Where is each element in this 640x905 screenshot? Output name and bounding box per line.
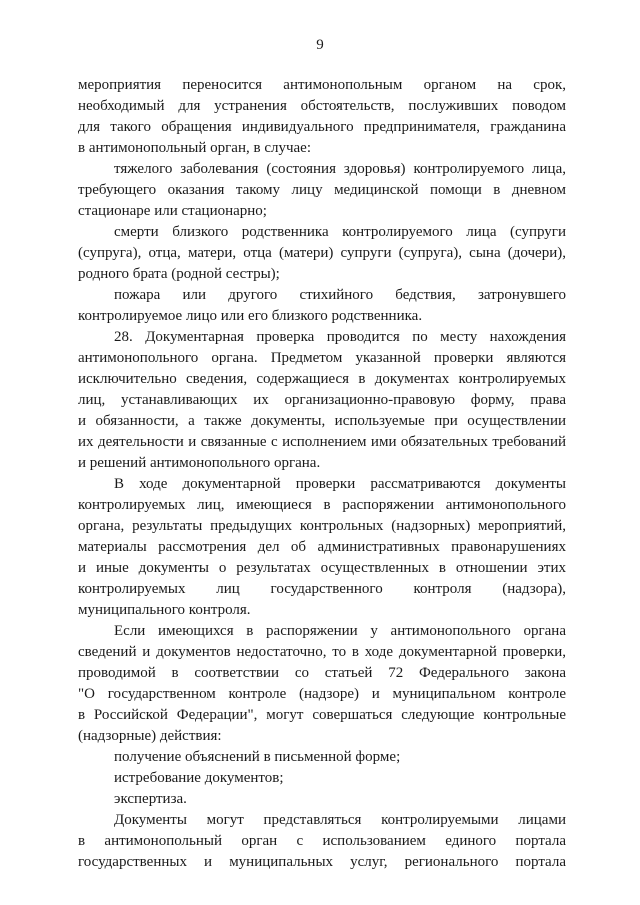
page-number: 9: [316, 37, 324, 53]
text-line: сведений и документов недостаточно, то в ходе документарной проверки,: [78, 644, 566, 660]
text-line: получение объяснений в письменной форме;: [114, 749, 401, 765]
text-line: стационаре или стационарно;: [78, 203, 267, 219]
text-line: смерти близкого родственника контролируемого лица (супруги: [114, 224, 566, 240]
text-line: муниципального контроля.: [78, 602, 251, 618]
text-line: в Российской Федерации", могут совершаться следующие контрольные: [78, 707, 566, 723]
text-line: лиц, устанавливающих их организационно-правовую форму, права: [78, 392, 566, 408]
text-line: контролируемое лицо или его близкого родственника.: [78, 308, 423, 324]
text-line: и иные документы о результатах осуществленных в отношении этих: [78, 560, 566, 576]
text-line: антимонопольного органа. Предметом указанной проверки являются: [78, 350, 566, 366]
document-body: [78, 75, 566, 873]
text-line: требующего оказания такому лицу медицинской помощи в дневном: [78, 182, 566, 198]
text-line: органа, результаты предыдущих контрольных (надзорных) мероприятий,: [78, 518, 566, 534]
text-line: "О государственном контроле (надзоре) и муниципальном контроле: [78, 686, 566, 702]
text-line: Если имеющихся в распоряжении у антимонопольного органа: [114, 623, 566, 639]
text-line: истребование документов;: [114, 770, 284, 786]
text-line: экспертиза.: [114, 791, 187, 807]
text-line: государственных и муниципальных услуг, регионального портала: [78, 854, 566, 870]
text-line: и обязанности, а также документы, используемые при осуществлении: [78, 413, 566, 429]
text-line: В ходе документарной проверки рассматриваются документы: [114, 476, 566, 492]
text-line: контролируемых лиц государственного контроля (надзора),: [78, 581, 566, 597]
text-line: 28. Документарная проверка проводится по месту нахождения: [114, 329, 566, 345]
text-line: (надзорные) действия:: [78, 728, 222, 744]
text-line: пожара или другого стихийного бедствия, затронувшего: [114, 287, 566, 303]
text-line: материалы рассмотрения дел об административных правонарушениях: [78, 539, 566, 555]
text-line: в антимонопольный орган с использованием единого портала: [78, 833, 566, 849]
text-line: для такого обращения индивидуального предпринимателя, гражданина: [78, 119, 566, 135]
text-line: тяжелого заболевания (состояния здоровья) контролируемого лица,: [114, 161, 566, 177]
text-line: проводимой в соответствии со статьей 72 Федерального закона: [78, 665, 566, 681]
text-line: родного брата (родной сестры);: [78, 266, 280, 282]
text-line: мероприятия переносится антимонопольным органом на срок,: [78, 77, 566, 93]
text-line: и решений антимонопольного органа.: [78, 455, 321, 471]
text-line: исключительно сведения, содержащиеся в документах контролируемых: [78, 371, 566, 387]
text-line: контролируемых лиц, имеющиеся в распоряжении антимонопольного: [78, 497, 566, 513]
text-line: их деятельности и связанные с исполнением ими обязательных требований: [78, 434, 566, 450]
text-line: (супруга), отца, матери, отца (матери) супруги (супруга), сына (дочери),: [78, 245, 566, 261]
text-line: Документы могут представляться контролируемыми лицами: [114, 812, 566, 828]
text-line: необходимый для устранения обстоятельств, послуживших поводом: [78, 98, 566, 114]
text-line: в антимонопольный орган, в случае:: [78, 140, 311, 156]
